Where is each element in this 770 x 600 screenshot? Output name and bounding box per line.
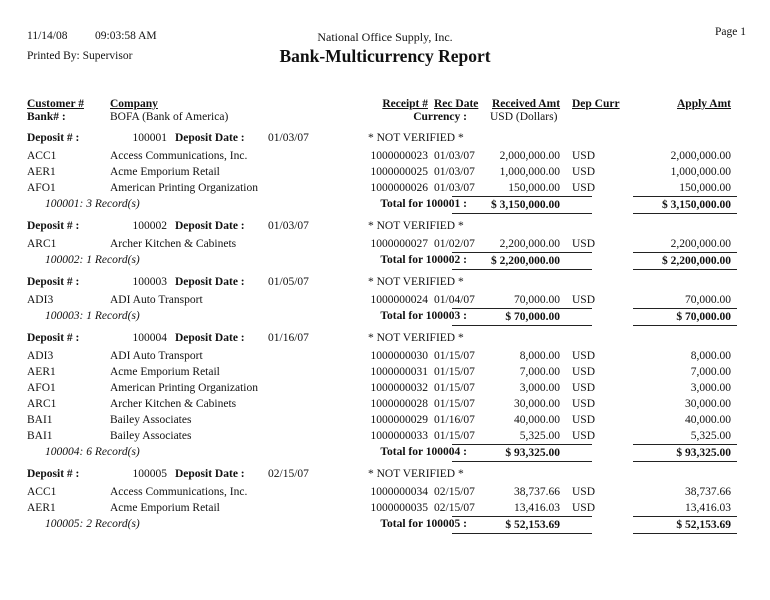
receipt-number: 1000000023 <box>370 150 428 162</box>
report-body <box>0 131 770 535</box>
total-label: Total for 100002 : <box>380 254 467 266</box>
company-name-cell: American Printing Organization <box>110 382 258 394</box>
col-receipt: Receipt # <box>382 98 428 110</box>
section-total-row <box>0 196 770 215</box>
receipt-number: 1000000033 <box>370 430 428 442</box>
verified-status: * NOT VERIFIED * <box>368 220 464 232</box>
printed-by: Printed By: Supervisor <box>27 50 133 62</box>
company-name-cell: Archer Kitchen & Cabinets <box>110 398 237 410</box>
received-amount: 1,000,000.00 <box>499 166 560 178</box>
deposit-currency: USD <box>572 398 596 410</box>
apply-amount: 2,000,000.00 <box>670 150 731 162</box>
customer-code: BAI1 <box>27 430 53 442</box>
total-received-amt: $ 52,153.69 <box>452 516 592 534</box>
verified-status: * NOT VERIFIED * <box>368 276 464 288</box>
deposit-number-label: Deposit # : <box>27 132 80 144</box>
apply-amount: 30,000.00 <box>685 398 731 410</box>
customer-code: ARC1 <box>27 238 57 250</box>
company-name-cell: American Printing Organization <box>110 182 258 194</box>
deposit-date-value: 01/03/07 <box>268 220 309 232</box>
apply-amount: 13,416.03 <box>685 502 731 514</box>
receipt-date: 02/15/07 <box>434 502 475 514</box>
received-amount: 3,000.00 <box>519 382 560 394</box>
total-label: Total for 100003 : <box>380 310 467 322</box>
receipt-date: 01/03/07 <box>434 150 475 162</box>
deposit-number-label: Deposit # : <box>27 220 80 232</box>
receipt-date: 01/15/07 <box>434 382 475 394</box>
section-rows <box>0 348 770 444</box>
receipt-row <box>0 364 770 380</box>
total-label: Total for 100004 : <box>380 446 467 458</box>
received-amount: 38,737.66 <box>514 486 560 498</box>
deposit-currency: USD <box>572 150 596 162</box>
deposit-currency: USD <box>572 238 596 250</box>
received-amount: 2,200,000.00 <box>499 238 560 250</box>
record-count: 100004: 6 Record(s) <box>45 446 140 458</box>
received-amount: 30,000.00 <box>514 398 560 410</box>
total-apply-amt: $ 70,000.00 <box>633 308 737 326</box>
receipt-number: 1000000025 <box>370 166 428 178</box>
receipt-date: 01/03/07 <box>434 166 475 178</box>
company-name-cell: Acme Emporium Retail <box>110 166 220 178</box>
bank-row <box>0 110 770 128</box>
receipt-row <box>0 148 770 164</box>
apply-amount: 7,000.00 <box>690 366 731 378</box>
record-count: 100001: 3 Record(s) <box>45 198 140 210</box>
receipt-number: 1000000032 <box>370 382 428 394</box>
receipt-date: 01/16/07 <box>434 414 475 426</box>
col-customer: Customer # <box>27 98 84 110</box>
customer-code: ADI3 <box>27 350 54 362</box>
receipt-number: 1000000031 <box>370 366 428 378</box>
receipt-number: 1000000030 <box>370 350 428 362</box>
total-label: Total for 100005 : <box>380 518 467 530</box>
receipt-row <box>0 412 770 428</box>
deposit-date-value: 01/16/07 <box>268 332 309 344</box>
received-amount: 7,000.00 <box>519 366 560 378</box>
deposit-section <box>0 331 770 463</box>
deposit-currency: USD <box>572 414 596 426</box>
company-name: National Office Supply, Inc. <box>317 30 453 44</box>
verified-status: * NOT VERIFIED * <box>368 332 464 344</box>
received-amount: 13,416.03 <box>514 502 560 514</box>
apply-amount: 1,000,000.00 <box>670 166 731 178</box>
receipt-number: 1000000034 <box>370 486 428 498</box>
receipt-date: 01/15/07 <box>434 398 475 410</box>
deposit-date-label: Deposit Date : <box>175 468 245 480</box>
deposit-number-value: 100003 <box>132 276 167 288</box>
col-dep-curr: Dep Curr <box>572 98 620 110</box>
deposit-number-value: 100004 <box>132 332 167 344</box>
deposit-section <box>0 219 770 271</box>
deposit-number-value: 100002 <box>132 220 167 232</box>
company-name-cell: Bailey Associates <box>110 414 192 426</box>
received-amount: 8,000.00 <box>519 350 560 362</box>
apply-amount: 3,000.00 <box>690 382 731 394</box>
deposit-currency: USD <box>572 166 596 178</box>
company-name-cell: Access Communications, Inc. <box>110 150 248 162</box>
deposit-currency: USD <box>572 366 596 378</box>
apply-amount: 40,000.00 <box>685 414 731 426</box>
deposit-currency: USD <box>572 486 596 498</box>
receipt-row <box>0 428 770 444</box>
section-rows <box>0 292 770 308</box>
bank-label: Bank# : <box>27 111 66 123</box>
print-time: 09:03:58 AM <box>95 30 157 42</box>
deposit-number-label: Deposit # : <box>27 332 80 344</box>
deposit-date-label: Deposit Date : <box>175 132 245 144</box>
received-amount: 70,000.00 <box>514 294 560 306</box>
receipt-date: 01/02/07 <box>434 238 475 250</box>
customer-code: ACC1 <box>27 486 57 498</box>
section-total-row <box>0 252 770 271</box>
col-apply-amt: Apply Amt <box>677 98 731 110</box>
deposit-date-value: 01/05/07 <box>268 276 309 288</box>
section-rows <box>0 484 770 516</box>
col-company: Company <box>110 98 158 110</box>
deposit-currency: USD <box>572 294 596 306</box>
deposit-number-label: Deposit # : <box>27 276 80 288</box>
deposit-date-label: Deposit Date : <box>175 220 245 232</box>
deposit-currency: USD <box>572 382 596 394</box>
receipt-number: 1000000027 <box>370 238 428 250</box>
print-date: 11/14/08 <box>27 30 68 42</box>
received-amount: 40,000.00 <box>514 414 560 426</box>
deposit-section <box>0 275 770 327</box>
currency-value: USD (Dollars) <box>490 111 558 123</box>
apply-amount: 5,325.00 <box>690 430 731 442</box>
customer-code: AER1 <box>27 502 56 514</box>
section-total-row <box>0 516 770 535</box>
deposit-header-row <box>0 275 770 292</box>
total-apply-amt: $ 52,153.69 <box>633 516 737 534</box>
deposit-number-label: Deposit # : <box>27 468 80 480</box>
column-header-row <box>0 90 770 110</box>
total-received-amt: $ 70,000.00 <box>452 308 592 326</box>
receipt-row <box>0 484 770 500</box>
section-total-row <box>0 444 770 463</box>
currency-label: Currency : <box>413 111 467 123</box>
receipt-date: 01/03/07 <box>434 182 475 194</box>
received-amount: 150,000.00 <box>508 182 560 194</box>
deposit-currency: USD <box>572 502 596 514</box>
receipt-row <box>0 348 770 364</box>
company-name-cell: Bailey Associates <box>110 430 192 442</box>
receipt-date: 01/04/07 <box>434 294 475 306</box>
customer-code: ACC1 <box>27 150 57 162</box>
col-received-amt: Received Amt <box>492 98 561 110</box>
total-apply-amt: $ 2,200,000.00 <box>633 252 737 270</box>
deposit-header-row <box>0 219 770 236</box>
verified-status: * NOT VERIFIED * <box>368 468 464 480</box>
page-number: Page 1 <box>715 26 746 38</box>
customer-code: ADI3 <box>27 294 54 306</box>
deposit-section <box>0 131 770 215</box>
company-name-cell: Acme Emporium Retail <box>110 366 220 378</box>
col-rec-date: Rec Date <box>434 98 479 110</box>
customer-code: AFO1 <box>27 382 56 394</box>
receipt-row <box>0 236 770 252</box>
deposit-header-row <box>0 131 770 148</box>
apply-amount: 8,000.00 <box>690 350 731 362</box>
deposit-header-row <box>0 331 770 348</box>
total-apply-amt: $ 93,325.00 <box>633 444 737 462</box>
deposit-date-label: Deposit Date : <box>175 332 245 344</box>
company-name-cell: Acme Emporium Retail <box>110 502 220 514</box>
receipt-number: 1000000028 <box>370 398 428 410</box>
receipt-row <box>0 292 770 308</box>
received-amount: 2,000,000.00 <box>499 150 560 162</box>
customer-code: AFO1 <box>27 182 56 194</box>
report-title: Bank-Multicurrency Report <box>279 46 491 66</box>
received-amount: 5,325.00 <box>519 430 560 442</box>
total-received-amt: $ 93,325.00 <box>452 444 592 462</box>
deposit-date-value: 01/03/07 <box>268 132 309 144</box>
total-received-amt: $ 2,200,000.00 <box>452 252 592 270</box>
deposit-section <box>0 467 770 535</box>
record-count: 100003: 1 Record(s) <box>45 310 140 322</box>
receipt-date: 02/15/07 <box>434 486 475 498</box>
company-name-cell: ADI Auto Transport <box>110 294 203 306</box>
apply-amount: 2,200,000.00 <box>670 238 731 250</box>
deposit-number-value: 100005 <box>132 468 167 480</box>
receipt-date: 01/15/07 <box>434 430 475 442</box>
deposit-currency: USD <box>572 350 596 362</box>
receipt-number: 1000000026 <box>370 182 428 194</box>
total-received-amt: $ 3,150,000.00 <box>452 196 592 214</box>
total-label: Total for 100001 : <box>380 198 467 210</box>
receipt-number: 1000000024 <box>370 294 428 306</box>
total-apply-amt: $ 3,150,000.00 <box>633 196 737 214</box>
company-name-cell: Access Communications, Inc. <box>110 486 248 498</box>
receipt-date: 01/15/07 <box>434 366 475 378</box>
customer-code: AER1 <box>27 366 56 378</box>
company-name-cell: ADI Auto Transport <box>110 350 203 362</box>
record-count: 100002: 1 Record(s) <box>45 254 140 266</box>
customer-code: ARC1 <box>27 398 57 410</box>
receipt-row <box>0 164 770 180</box>
receipt-number: 1000000029 <box>370 414 428 426</box>
deposit-date-label: Deposit Date : <box>175 276 245 288</box>
receipt-date: 01/15/07 <box>434 350 475 362</box>
company-name-cell: Archer Kitchen & Cabinets <box>110 238 237 250</box>
receipt-row <box>0 500 770 516</box>
customer-code: AER1 <box>27 166 56 178</box>
report-header <box>0 0 770 90</box>
section-total-row <box>0 308 770 327</box>
apply-amount: 38,737.66 <box>685 486 731 498</box>
receipt-row <box>0 396 770 412</box>
receipt-row <box>0 180 770 196</box>
record-count: 100005: 2 Record(s) <box>45 518 140 530</box>
section-rows <box>0 236 770 252</box>
deposit-currency: USD <box>572 430 596 442</box>
verified-status: * NOT VERIFIED * <box>368 132 464 144</box>
apply-amount: 150,000.00 <box>679 182 731 194</box>
receipt-number: 1000000035 <box>370 502 428 514</box>
bank-value: BOFA (Bank of America) <box>110 111 229 123</box>
deposit-header-row <box>0 467 770 484</box>
deposit-currency: USD <box>572 182 596 194</box>
deposit-date-value: 02/15/07 <box>268 468 309 480</box>
apply-amount: 70,000.00 <box>685 294 731 306</box>
receipt-row <box>0 380 770 396</box>
section-rows <box>0 148 770 196</box>
deposit-number-value: 100001 <box>132 132 167 144</box>
customer-code: BAI1 <box>27 414 53 426</box>
